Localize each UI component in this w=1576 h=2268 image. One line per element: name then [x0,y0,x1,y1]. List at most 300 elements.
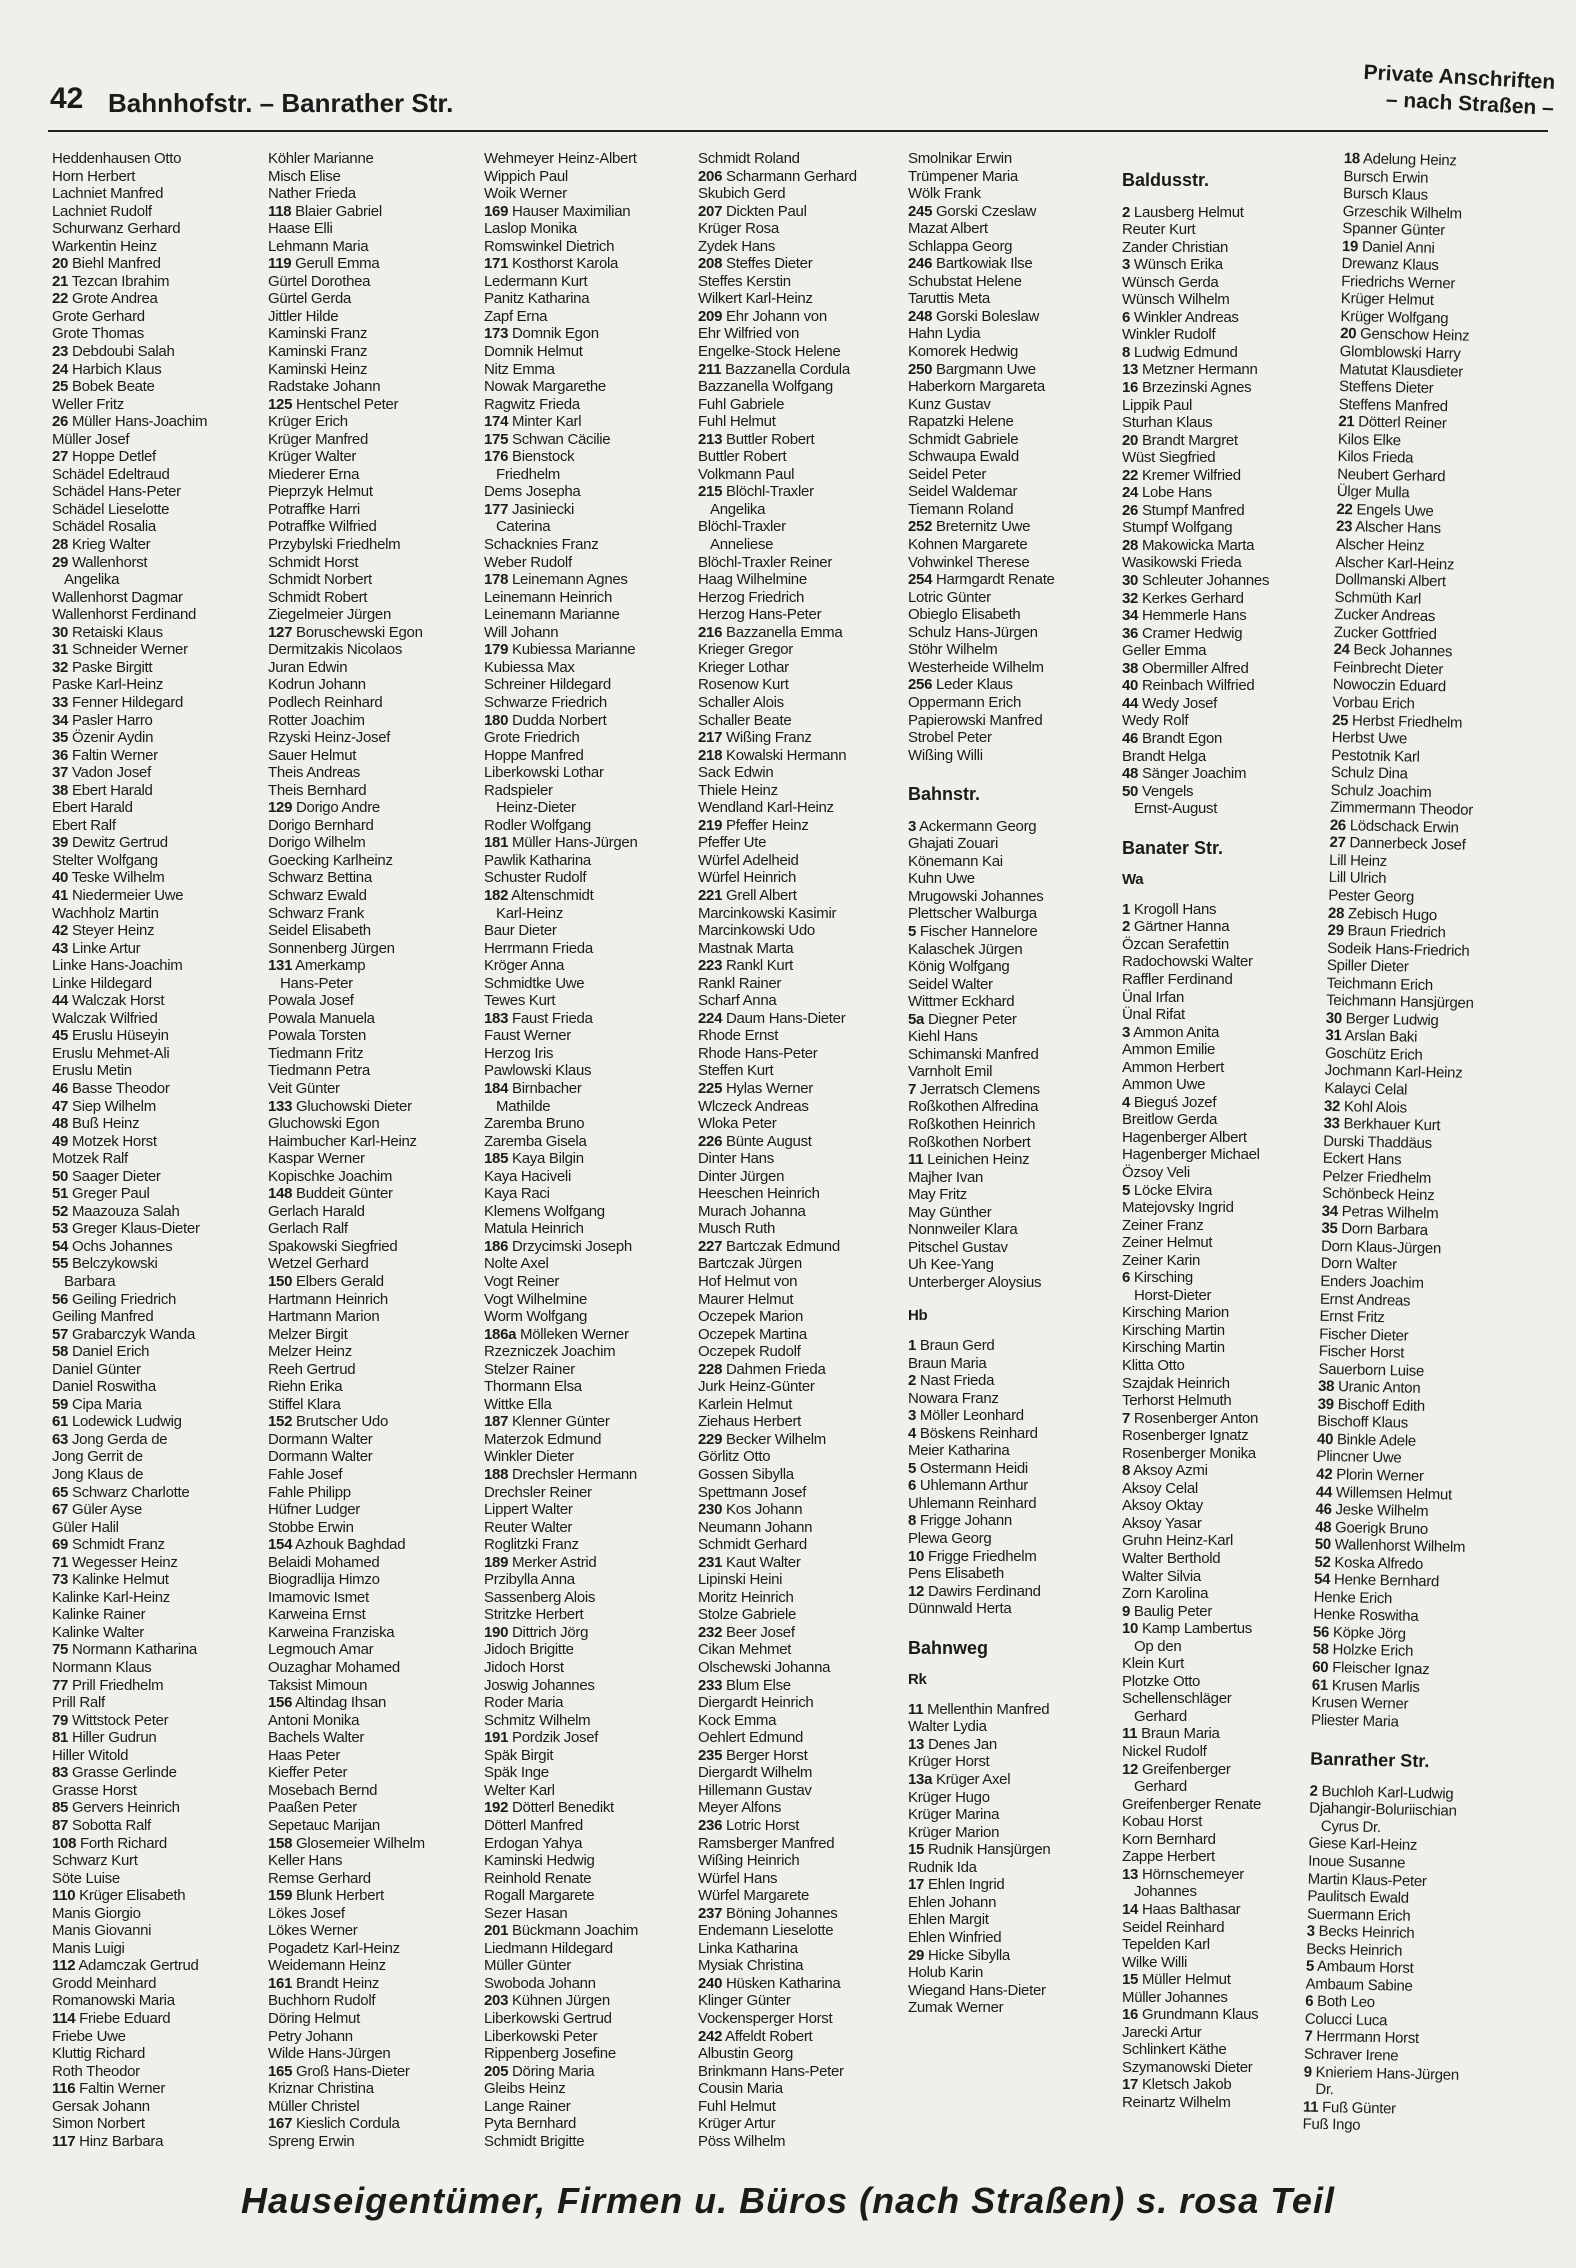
resident-entry: 240 Hüsken Katharina [698,1974,841,1992]
resident-entry: Moritz Heinrich [698,1588,794,1606]
resident-entry: Schwaupa Ewald [908,448,1019,466]
resident-entry: Weidemann Heinz [268,1957,386,1975]
resident-entry: Spiller Dieter [1326,956,1409,976]
house-number: 20 [1122,431,1139,449]
resident-entry: Tiedmann Petra [268,1062,370,1080]
resident-entry: 40 Teske Wilhelm [52,869,165,887]
house-number: 38 [52,781,69,799]
resident-entry: Fahle Josef [268,1466,343,1484]
resident-entry: Cousin Maria [698,2080,783,2098]
resident-entry: Tiemann Roland [908,500,1014,518]
resident-entry: Volkmann Paul [698,465,795,483]
resident-entry: Mastnak Marta [698,939,794,957]
resident-entry: 117 Hinz Barbara [52,2132,164,2150]
resident-entry: Zaremba Bruno [484,1115,585,1133]
house-number: 8 [908,1512,917,1530]
resident-entry: Herbst Uwe [1331,728,1408,748]
resident-entry: Fuß Ingo [1302,2115,1361,2134]
house-number: 69 [52,1536,69,1554]
house-number: 2 [908,1372,917,1390]
resident-entry: Krüger Erich [268,413,348,431]
house-number: 17 [1122,2076,1139,2094]
house-number: 31 [52,641,69,659]
resident-entry: Gleibs Heinz [484,2080,566,2098]
resident-entry: Nitz Emma [484,360,555,378]
resident-entry: Goschütz Erich [1324,1044,1423,1064]
resident-entry: Eckert Hans [1322,1149,1402,1169]
house-number: 11 [1122,1725,1138,1743]
resident-entry: 34 Pasler Harro [52,711,153,729]
resident-entry: 206 Scharmann Gerhard [698,167,857,185]
resident-entry: Späk Inge [484,1764,549,1782]
resident-entry: Giese Karl-Heinz [1308,1835,1418,1855]
resident-entry: 3 Wünsch Erika [1122,256,1223,274]
resident-entry: Sonnenberg Jürgen [268,939,395,957]
resident-entry: Lökes Josef [268,1904,345,1922]
resident-entry: Powala Torsten [268,1027,367,1045]
resident-entry: 46 Brandt Egon [1122,729,1223,747]
resident-entry: Würfel Adelheid [698,851,799,869]
resident-entry: Paulitsch Ewald [1307,1887,1409,1907]
house-number: 227 [698,1237,723,1255]
resident-entry: 218 Kowalski Hermann [698,746,847,764]
house-number: 119 [268,255,292,273]
house-number: 53 [52,1220,69,1238]
resident-entry: Spanner Günter [1342,220,1446,240]
house-number: 29 [908,1946,925,1964]
resident-entry: 20 Biehl Manfred [52,255,161,273]
resident-entry: Meier Katharina [908,1442,1010,1460]
house-number: 191 [484,1729,509,1747]
resident-entry: 25 Herbst Friedhelm [1331,711,1463,732]
resident-entry: Diergardt Heinrich [698,1694,814,1712]
resident-entry: Hagenberger Michael [1122,1146,1260,1164]
house-number: 4 [908,1424,917,1442]
resident-entry: Spettmann Josef [698,1483,807,1501]
resident-entry: Przibylla Anna [484,1571,575,1589]
house-number: 179 [484,641,509,659]
resident-entry: Becks Heinrich [1306,1940,1403,1960]
resident-entry: Reeh Gertrud [268,1360,356,1378]
spacer [1122,150,1332,162]
house-number: 169 [484,202,509,220]
resident-entry: Roßkothen Norbert [908,1133,1031,1151]
resident-entry: Op den [1134,1637,1182,1655]
resident-entry: Komorek Hedwig [908,343,1019,361]
resident-entry: Schmidt Horst [268,553,359,571]
resident-entry: Wippich Paul [484,167,568,185]
resident-entry: Seidel Waldemar [908,483,1018,501]
resident-entry: Musch Ruth [698,1220,776,1238]
resident-entry: May Fritz [908,1186,967,1204]
resident-entry: Oehlert Edmund [698,1729,804,1747]
resident-entry: Gerlach Ralf [268,1220,348,1238]
house-number: 181 [484,834,509,852]
resident-entry: Zander Christian [1122,238,1229,256]
resident-entry: 182 Altenschmidt [484,886,594,904]
house-number: 112 [52,1957,76,1975]
resident-entry: Ledermann Kurt [484,272,588,290]
resident-entry: 28 Zebisch Hugo [1327,904,1438,924]
page-title: Bahnhofstr. – Banrather Str. [108,88,454,118]
house-number: 219 [698,816,723,834]
house-number: 114 [52,2009,76,2027]
resident-entry: 21 Dötterl Reiner [1338,413,1447,433]
resident-entry: Steffen Kurt [698,1062,774,1080]
house-number: 211 [698,360,722,378]
resident-entry: 248 Gorski Boleslaw [908,307,1040,325]
house-number: 37 [52,764,69,782]
resident-entry: 33 Fenner Hildegard [52,693,184,711]
resident-entry: 48 Goerigk Bruno [1314,1518,1429,1538]
resident-entry: Mazat Albert [908,220,988,238]
resident-entry: Gürtel Gerda [268,290,352,308]
house-number: 29 [1327,921,1344,940]
resident-entry: Rippenberg Josefine [484,2045,616,2063]
resident-entry: 30 Schleuter Johannes [1122,572,1270,590]
resident-entry: 127 Boruschewski Egon [268,623,423,641]
resident-entry: Sodeik Hans-Friedrich [1327,939,1470,960]
house-number: 83 [52,1764,69,1782]
resident-entry: 232 Beer Josef [698,1623,795,1641]
resident-entry: 180 Dudda Norbert [484,711,607,729]
resident-entry: Blöchl-Traxler [698,518,786,536]
resident-entry: Dr. [1315,2080,1334,2099]
resident-entry: Theis Andreas [268,764,360,782]
house-number: 2 [1122,203,1131,221]
resident-entry: Korn Bernhard [1122,1830,1216,1848]
resident-entry: Rotter Joachim [268,711,365,729]
resident-entry: May Günther [908,1203,992,1221]
resident-entry: 174 Minter Karl [484,413,582,431]
resident-entry: Schlappa Georg [908,237,1013,255]
resident-entry: Radochowski Walter [1122,953,1253,971]
resident-entry: 32 Kohl Alois [1323,1097,1407,1117]
resident-entry: Schwarz Frank [268,904,365,922]
resident-entry: 52 Maazouza Salah [52,1202,180,1220]
resident-entry: Zucker Andreas [1334,606,1436,626]
resident-entry: 5 Ambaum Horst [1305,1957,1414,1978]
resident-entry: 11 Leinichen Heinz [908,1151,1030,1169]
resident-entry: 32 Paske Birgitt [52,658,153,676]
house-number: 1 [1122,900,1131,918]
house-number: 50 [52,1167,69,1185]
resident-entry: Schmidt Gabriele [908,430,1019,448]
resident-entry: Schmidt Gerhard [698,1536,807,1554]
resident-entry: Kilos Frieda [1337,448,1414,467]
house-number: 46 [1315,1500,1332,1519]
house-number: 218 [698,746,723,764]
resident-entry: Haase Elli [268,220,333,238]
resident-entry: Krüger Horst [908,1753,990,1771]
resident-entry: Vohwinkel Therese [908,553,1030,571]
resident-entry: Krüger Wolfgang [1340,307,1449,328]
directory-column-1 [52,150,262,2170]
resident-entry: 69 Schmidt Franz [52,1536,165,1554]
resident-entry: Warkentin Heinz [52,237,157,255]
resident-entry: 2 Lausberg Helmut [1122,203,1244,221]
resident-entry: Greifenberger Renate [1122,1795,1262,1813]
resident-entry: 159 Blunk Herbert [268,1887,384,1905]
resident-entry: Barbara [64,1273,116,1290]
resident-entry: Herrmann Frieda [484,939,593,957]
resident-entry: 205 Döring Maria [484,2062,595,2080]
resident-entry: Powala Josef [268,992,354,1010]
resident-entry: Ziehaus Herbert [698,1413,802,1431]
resident-entry: Krüger Marina [908,1806,1000,1824]
resident-entry: 13 Hörnschemeyer [1122,1865,1244,1883]
resident-entry: Vogt Reiner [484,1273,560,1290]
resident-entry: Winkler Rudolf [1122,326,1216,344]
resident-entry: Riehn Erika [268,1378,343,1396]
street-heading: Bahnstr. [908,784,981,805]
resident-entry: Pyta Bernhard [484,2115,576,2133]
resident-entry: Müller Josef [52,430,130,448]
resident-entry: Domnik Helmut [484,343,583,361]
resident-entry: 31 Schneider Werner [52,641,188,659]
resident-entry: Unterberger Aloysius [908,1273,1042,1291]
house-number: 118 [268,202,292,220]
resident-entry: 42 Steyer Heinz [52,922,155,940]
house-number: 180 [484,711,509,729]
house-number: 228 [698,1360,723,1378]
house-number: 216 [698,623,723,641]
resident-entry: Seidel Elisabeth [268,922,371,940]
resident-entry: Schmidtke Uwe [484,974,585,992]
resident-entry: 6 Both Leo [1305,1992,1375,2012]
resident-entry: 48 Sänger Joachim [1122,765,1247,783]
resident-entry: Geller Emma [1122,642,1207,660]
resident-entry: Dinter Jürgen [698,1167,785,1185]
resident-entry: Plotzke Otto [1122,1672,1201,1690]
resident-entry: 250 Bargmann Uwe [908,360,1036,378]
resident-entry: Würfel Hans [698,1869,778,1887]
resident-entry: Obieglo Elisabeth [908,606,1021,624]
directory-column-2 [268,150,478,2170]
resident-entry: Kohnen Margarete [908,536,1028,554]
resident-entry: Buchhorn Rudolf [268,1992,376,2010]
resident-entry: Gruhn Heinz-Karl [1122,1532,1234,1550]
resident-entry: Wilde Hans-Jürgen [268,2045,391,2063]
resident-entry: 24 Lobe Hans [1122,484,1212,502]
resident-entry: Angelika [64,571,120,589]
resident-entry: Zorn Karolina [1122,1585,1209,1603]
resident-entry: Nowara Franz [908,1389,999,1407]
resident-entry: Drewanz Klaus [1341,255,1439,275]
resident-entry: Karl-Heinz [496,904,564,922]
house-number: 20 [52,255,69,273]
resident-entry: Scharf Anna [698,992,777,1010]
resident-entry: Oppermann Erich [908,693,1022,711]
resident-entry: 45 Eruslu Hüseyin [52,1027,169,1045]
house-number: 12 [1122,1760,1139,1778]
resident-entry: 50 Wallenhorst Wilhelm [1314,1535,1466,1557]
resident-entry: 38 Ebert Harald [52,781,153,799]
house-number: 47 [52,1097,69,1115]
house-number: 225 [698,1079,723,1097]
resident-entry: 11 Braun Maria [1122,1725,1220,1743]
resident-entry: 13a Krüger Axel [908,1771,1011,1789]
house-number: 48 [1314,1518,1332,1536]
resident-entry: Walter Silvia [1122,1567,1201,1585]
resident-entry: 150 Elbers Gerald [268,1273,384,1290]
resident-entry: Kilos Elke [1337,430,1401,450]
resident-entry: Misch Elise [268,167,341,185]
resident-entry: Gluchowski Egon [268,1115,380,1133]
resident-entry: Stritzke Herbert [484,1606,584,1624]
house-number: 40 [52,869,69,887]
resident-entry: Vockensperger Horst [698,2009,833,2027]
house-number: 58 [1312,1641,1329,1659]
house-number: 178 [484,571,509,589]
resident-entry: Melzer Birgit [268,1325,348,1343]
house-number: 9 [1122,1602,1131,1620]
resident-entry: Rankl Rainer [698,974,782,992]
house-number: 174 [484,413,509,431]
house-number: 229 [698,1430,723,1448]
resident-entry: Roth Theodor [52,2062,140,2080]
resident-entry: 208 Steffes Dieter [698,255,813,273]
resident-entry: Manis Giovanni [52,1922,152,1940]
house-number: 65 [52,1483,69,1501]
house-number: 203 [484,1992,509,2010]
house-number: 173 [484,325,509,343]
house-number: 116 [52,2080,76,2098]
resident-entry: Dollmanski Albert [1334,571,1446,591]
resident-entry: Rhode Hans-Peter [698,1044,818,1062]
house-number: 21 [52,272,69,290]
house-number: 16 [1122,379,1139,397]
resident-entry: Rhode Ernst [698,1027,779,1045]
resident-entry: 9 Knieriem Hans-Jürgen [1303,2063,1460,2084]
resident-entry: Lange Rainer [484,2097,571,2115]
resident-entry: Ziegelmeier Jürgen [268,606,391,624]
resident-entry: 186 Drzycimski Joseph [484,1237,632,1255]
section-title [1362,60,1556,122]
resident-entry: Wallenhorst Ferdinand [52,606,197,624]
resident-entry: 154 Azhouk Baghdad [268,1536,406,1554]
resident-entry: Ebert Ralf [52,816,116,834]
resident-entry: Ünal Rifat [1122,1006,1185,1024]
resident-entry: Rosenow Kurt [698,676,789,694]
resident-entry: Ebert Harald [52,799,133,817]
house-number: 15 [1122,1971,1139,1989]
resident-entry: Ehr Wilfried von [698,325,800,343]
resident-entry: Kobau Horst [1122,1813,1203,1831]
house-number: 15 [908,1841,925,1859]
resident-entry: Liedmann Hildegard [484,1939,613,1957]
resident-entry: Lippik Paul [1122,396,1193,414]
resident-entry: 176 Bienstock [484,448,575,466]
resident-entry: Krieger Gregor [698,641,794,659]
resident-entry: 26 Lödschack Erwin [1329,816,1459,837]
resident-entry: Wlczeck Andreas [698,1097,809,1115]
resident-entry: 9 Baulig Peter [1122,1602,1213,1620]
resident-entry: Kiehl Hans [908,1028,978,1046]
house-number: 245 [908,202,933,220]
resident-entry: Friedhelm [496,465,560,483]
resident-entry: Döring Helmut [268,2009,360,2027]
resident-entry: Antoni Monika [268,1711,360,1729]
resident-entry: Kaspar Werner [268,1150,365,1168]
house-number: 189 [484,1553,509,1571]
house-number: 34 [1321,1202,1339,1220]
spacer [1122,818,1332,830]
resident-entry: Durski Thaddäus [1323,1132,1433,1152]
resident-entry: 28 Makowicka Marta [1122,536,1255,554]
house-number: 165 [268,2062,293,2080]
resident-entry: Wölk Frank [908,185,981,203]
house-number: 55 [52,1255,69,1273]
house-number: 3 [908,817,917,835]
house-number: 44 [52,992,69,1010]
house-number: 36 [1122,624,1139,642]
resident-entry: Krüger Marion [908,1823,1000,1841]
house-number: 13 [1122,1865,1139,1883]
resident-entry: 53 Greger Klaus-Dieter [52,1220,200,1238]
resident-entry: Podlech Reinhard [268,693,383,711]
house-number: 167 [268,2115,293,2133]
resident-entry: Kaya Raci [484,1185,550,1203]
resident-entry: 57 Grabarczyk Wanda [52,1325,195,1343]
resident-entry: Jittler Hilde [268,307,339,325]
resident-entry: Henke Roswitha [1313,1606,1419,1626]
resident-entry: Kluttig Richard [52,2045,146,2063]
resident-entry: Roßkothen Heinrich [908,1115,1036,1133]
resident-entry: Rogall Margarete [484,1887,595,1905]
resident-entry: Henke Erich [1313,1588,1393,1608]
resident-entry: 156 Altindag Ihsan [268,1694,387,1712]
resident-entry: Stobbe Erwin [268,1518,354,1536]
resident-entry: Haas Peter [268,1746,341,1764]
resident-entry: Spakowski Siegfried [268,1237,398,1255]
resident-entry: Materzok Edmund [484,1430,602,1448]
house-number: 73 [52,1571,69,1589]
resident-entry: Wallenhorst Dagmar [52,588,183,606]
resident-entry: Imamovic Ismet [268,1588,369,1606]
resident-entry: Roder Maria [484,1694,564,1712]
resident-entry: 2 Buchloh Karl-Ludwig [1309,1782,1454,1803]
resident-entry: Sturhan Klaus [1122,414,1213,432]
resident-entry: Wißing Heinrich [698,1852,800,1870]
resident-entry: Will Johann [484,623,559,641]
house-number: 28 [1122,536,1139,554]
resident-entry: Grote Friedrich [484,729,580,747]
resident-entry: Pawlowski Klaus [484,1062,592,1080]
resident-entry: 190 Dittrich Jörg [484,1623,589,1641]
resident-entry: Aksoy Yasar [1122,1514,1202,1532]
resident-entry: Dorigo Bernhard [268,816,374,834]
resident-entry: Späk Birgit [484,1746,554,1764]
resident-entry: Linka Katharina [698,1939,798,1957]
resident-entry: Miederer Erna [268,465,360,483]
resident-entry: Pitschel Gustav [908,1238,1008,1256]
resident-entry: 254 Harmgardt Renate [908,571,1055,589]
house-number: 45 [52,1027,69,1045]
house-number: 20 [1339,325,1357,343]
resident-entry: 179 Kubiessa Marianne [484,641,636,659]
resident-entry: 223 Rankl Kurt [698,957,794,975]
resident-entry: Dinter Hans [698,1150,774,1168]
resident-entry: Kalayci Celal [1324,1079,1408,1099]
house-number: 26 [1329,816,1347,834]
resident-entry: 22 Grote Andrea [52,290,158,308]
resident-entry: Dormann Walter [268,1430,373,1448]
resident-entry: 20 Brandt Margret [1122,431,1238,449]
resident-entry: Ghajati Zouari [908,835,999,853]
house-number: 7 [1304,2028,1313,2046]
resident-entry: Grote Thomas [52,325,144,343]
